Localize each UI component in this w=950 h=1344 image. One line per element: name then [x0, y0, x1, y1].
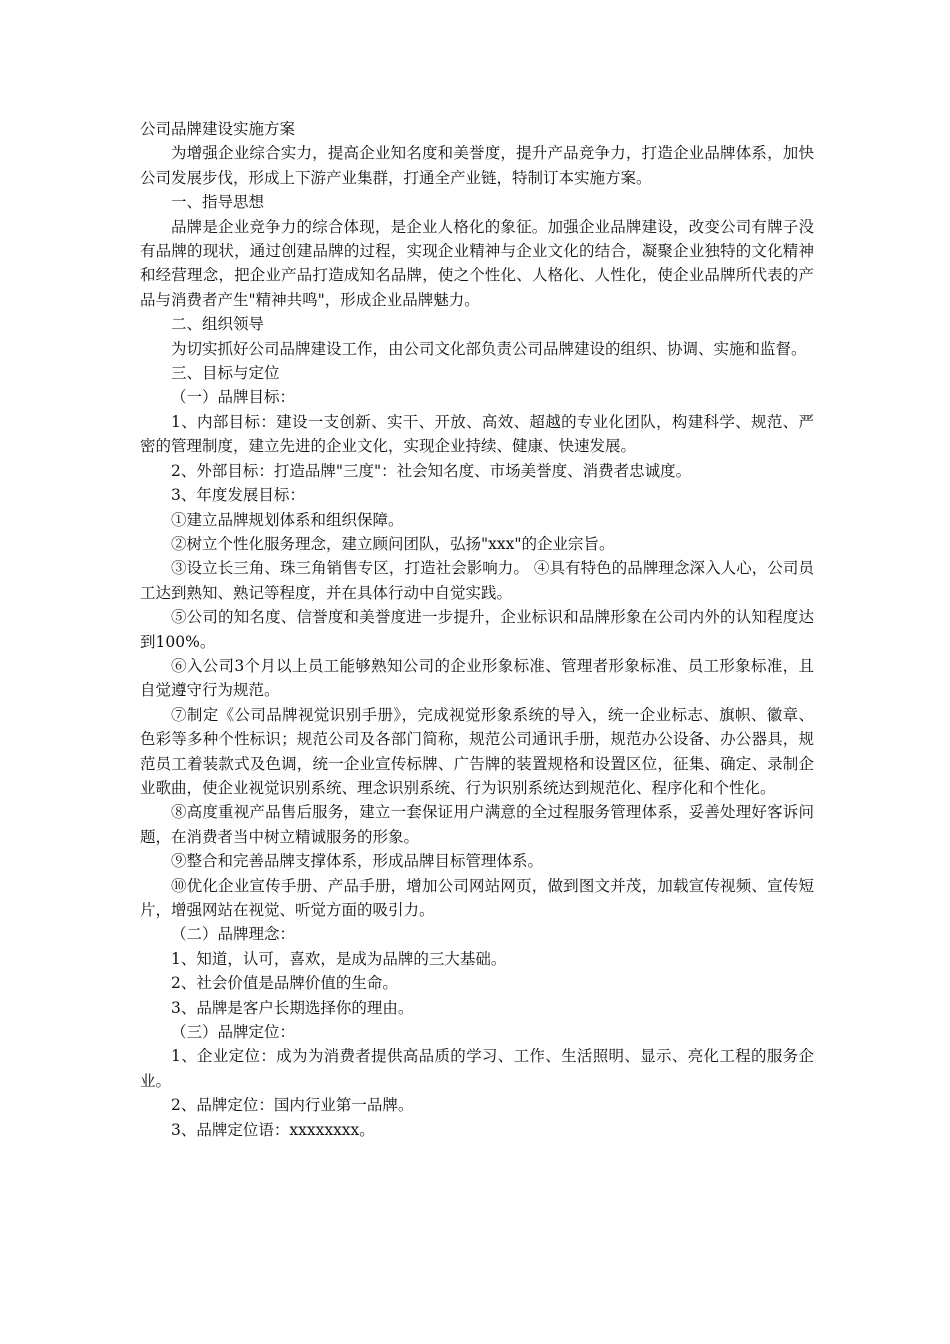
- intro-paragraph: 为增强企业综合实力，提高企业知名度和美誉度，提升产品竞争力，打造企业品牌体系，加快公司发展步伐，形成上下游产业集群，打通全产业链，特制订本实施方案。: [140, 144, 814, 187]
- list-item: 3、品牌定位语：xxxxxxxx。: [171, 1120, 375, 1139]
- list-item: ③设立长三角、珠三角销售专区，打造社会影响力。 ④具有特色的品牌理念深入人心，公司员工达到熟知、熟记等程度，并在具体行动中自觉实践。: [140, 559, 814, 602]
- list-item: ⑧高度重视产品售后服务，建立一套保证用户满意的全过程服务管理体系，妥善处理好客诉问题，在消费者当中树立精诚服务的形象。: [140, 803, 814, 846]
- list-item: ⑨整合和完善品牌支撑体系，形成品牌目标管理体系。: [171, 852, 544, 871]
- list-item: 3、年度发展目标：: [171, 486, 305, 505]
- subheading-brand-goals: （一）品牌目标：: [171, 388, 296, 407]
- subheading-brand-philosophy: （二）品牌理念：: [171, 925, 296, 944]
- document-page: [140, 117, 814, 1142]
- section-heading-guiding-ideology: 一、指导思想: [171, 193, 265, 212]
- list-item: 1、知道，认可，喜欢，是成为品牌的三大基础。: [171, 949, 507, 968]
- section-body-organization: 为切实抓好公司品牌建设工作，由公司文化部负责公司品牌建设的组织、协调、实施和监督。: [171, 339, 807, 358]
- list-item: ⑤公司的知名度、信誉度和美誉度进一步提升，企业标识和品牌形象在公司内外的认知程度达到100%。: [140, 608, 814, 651]
- subheading-brand-positioning: （三）品牌定位：: [171, 1023, 296, 1042]
- document-title: 公司品牌建设实施方案: [140, 120, 296, 138]
- section-heading-organization: 二、组织领导: [171, 315, 265, 334]
- list-item: 1、企业定位：成为为消费者提供高品质的学习、工作、生活照明、显示、亮化工程的服务企业。: [140, 1047, 814, 1090]
- list-item: 3、品牌是客户长期选择你的理由。: [171, 998, 414, 1017]
- list-item: ②树立个性化服务理念，建立顾问团队，弘扬"xxx"的企业宗旨。: [171, 534, 615, 553]
- list-item: 2、社会价值是品牌价值的生命。: [171, 974, 398, 993]
- section-heading-goals: 三、目标与定位: [171, 364, 280, 383]
- list-item: ⑥入公司3个月以上员工能够熟知公司的企业形象标准、管理者形象标准、员工形象标准，且自觉遵守行为规范。: [140, 656, 814, 700]
- list-item: 2、外部目标：打造品牌"三度"：社会知名度、市场美誉度、消费者忠诚度。: [171, 461, 692, 480]
- list-item: 2、品牌定位：国内行业第一品牌。: [171, 1096, 414, 1115]
- list-item: ①建立品牌规划体系和组织保障。: [171, 510, 404, 529]
- list-item: 1、内部目标：建设一支创新、实干、开放、高效、超越的专业化团队，构建科学、规范、严密的管理制度，建立先进的企业文化，实现企业持续、健康、快速发展。: [140, 412, 814, 456]
- section-body-guiding-ideology: 品牌是企业竞争力的综合体现，是企业人格化的象征。加强企业品牌建设，改变公司有牌子没有品牌的现状，通过创建品牌的过程，实现企业精神与企业文化的结合，凝聚企业独特的文化精神和经营理念，把企业产品打造成知名品牌，使之个性化、人格化、人性化，使企业品牌所代表的产品与消费者产生"精神共鸣"，形成企业品牌魅力。: [140, 217, 814, 309]
- list-item: ⑩优化企业宣传手册、产品手册，增加公司网站网页，做到图文并茂，加载宣传视频、宣传短片，增强网站在视觉、听觉方面的吸引力。: [140, 876, 814, 919]
- list-item: ⑦制定《公司品牌视觉识别手册》，完成视觉形象系统的导入，统一企业标志、旗帜、徽章、色彩等多种个性标识；规范公司及各部门简称，规范公司通讯手册，规范办公设备、办公器具，规范员工着装款式及色调，统一企业宣传标牌、广告牌的装置规格和设置区位，征集、确定、录制企业歌曲，使企业视觉识别系统、理念识别系统、行为识别系统达到规范化、程序化和个性化。: [140, 705, 814, 797]
